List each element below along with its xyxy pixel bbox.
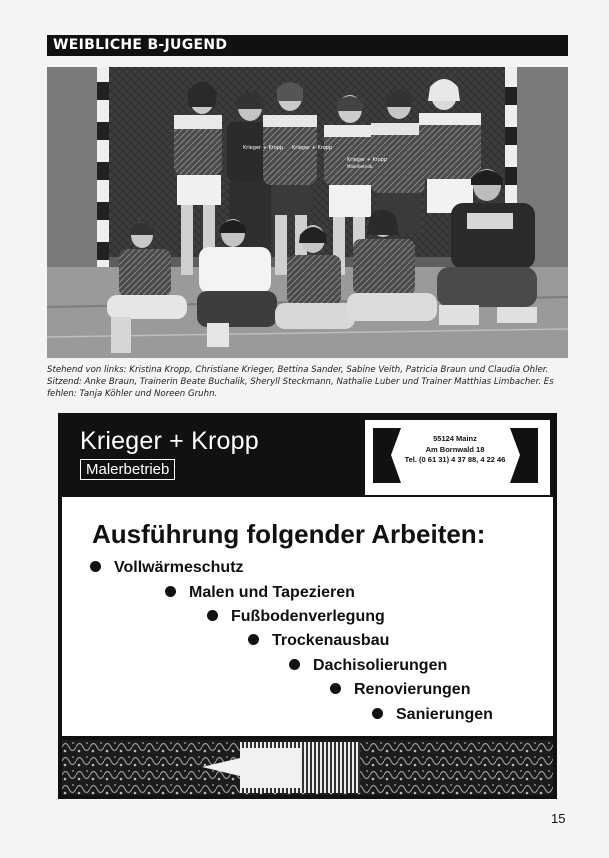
team-photo [47, 67, 568, 358]
bullet-icon [289, 659, 300, 670]
address-phone: Tel. (0 61 31) 4 37 88, 4 22 46 [404, 455, 506, 464]
team-photo-image [47, 67, 568, 358]
service-label: Sanierungen [396, 706, 493, 723]
ad-address [395, 434, 515, 466]
bullet-icon [207, 610, 218, 621]
ad-company-name: Krieger + Kropp [80, 427, 259, 455]
bullet-icon [330, 683, 341, 694]
address-line: 55124 Mainz [433, 434, 477, 443]
goal-post-left [97, 67, 109, 297]
service-item [207, 608, 385, 626]
service-item [330, 681, 470, 699]
service-label: Fußbodenverlegung [231, 608, 385, 625]
service-item [372, 706, 493, 724]
ad-service-panel [62, 497, 553, 736]
bullet-icon [248, 634, 259, 645]
service-label: Vollwärmeschutz [114, 559, 244, 576]
service-label: Renovierungen [354, 681, 471, 698]
photo-caption: Stehend von links: Kristina Kropp, Christiane Krieger, Bettina Sander, Sabine Veith, Patricia Braun und Claudia Ohler. Sitzend: Anke Braun, Trainerin Beate Buchalik, Sheryll Steckmann, Nathalie Luber und Trainer Matthias Limbacher. Es fehlen: Tanja Köhler und Noreen Gruhn. [47, 365, 554, 399]
ad-logo-box [365, 420, 550, 495]
ad-headline: Ausführung folgender Arbeiten: [92, 519, 486, 549]
service-item [90, 559, 244, 577]
service-label: Dachisolierungen [313, 657, 448, 674]
service-item [165, 584, 355, 602]
address-line: Am Bornwald 18 [425, 444, 485, 454]
bullet-icon [165, 586, 176, 597]
advertisement [58, 413, 557, 799]
jersey-print: Krieger + Kropp [243, 145, 284, 151]
jersey-print: Krieger + Kropp [347, 157, 388, 163]
jersey-print: Malerbetrieb [347, 164, 373, 169]
bullet-icon [372, 708, 383, 719]
bullet-icon [90, 561, 101, 572]
ad-company-subtitle: Malerbetrieb [80, 459, 175, 480]
jersey-print: Krieger + Kropp [292, 145, 333, 151]
service-label: Trockenausbau [272, 632, 390, 649]
marble-pattern [62, 740, 553, 795]
ad-decorative-strip [62, 740, 553, 795]
service-label: Malen und Tapezieren [189, 584, 355, 601]
section-title: WEIBLICHE B-JUGEND [47, 35, 568, 56]
page-number: 15 [551, 811, 566, 826]
service-item [248, 632, 389, 650]
service-item [289, 657, 447, 675]
